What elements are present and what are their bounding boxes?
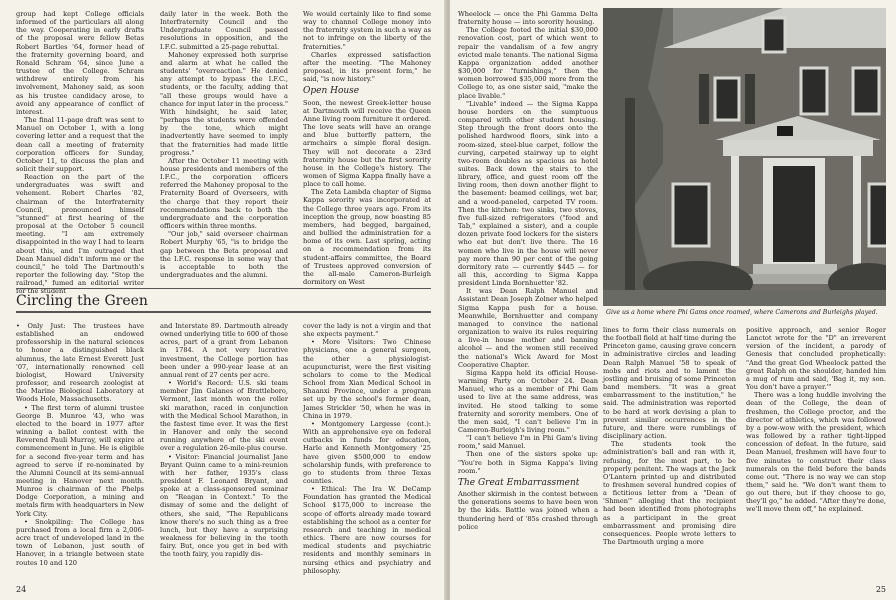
- paragraph: Reaction on the part of the undergraduates was swift and vehement. Robert Charles '82, chairman of the Interfraternity Council, pronounced himself "stunned" at first hearing of the proposal at the October 5 council meeting. "I am extremely disappointed in the way I had to learn about this, and I'm outraged that Dean Manuel didn't inform me or the council," he told The Dartmouth's reporter the following day. "Stop the railroad," fumed an editorial writer for the student: [16, 173, 144, 296]
- paragraph: and Interstate 89. Dartmouth already owned underlying title to 600 of those acres, part of a grant from Lebanon in 1784. A not very lucrative investment, the College portion has been under a 990-year lease at an annual rent of 27 cents per acre.: [160, 322, 288, 379]
- section-title: Circling the Green: [16, 293, 148, 309]
- left-column-1: [16, 10, 144, 295]
- right-column-3: [746, 326, 886, 514]
- paragraph: cover the lady is not a virgin and that she expects payment.": [303, 322, 431, 339]
- paragraph: After the October 11 meeting with house presidents and members of the I.F.C., the corporation officers referred the Mahoney proposal to the Fraternity Board of Overseers, with the charge that they report their recommendations back to both the undergraduate and the corporation officers within three months.: [160, 156, 288, 231]
- page-number: 24: [16, 585, 27, 594]
- paragraph: The students took the administration's ball and ran with it, refusing, for the most part, to be properly penitent. The wags at the Jack O'Lantern printed up and distributed to freshmen several hundred copies of a fictitious letter from a "Dean of 'Shmen'" alleging that the recipient had been identified from photographs as a participant in the great embarrassment and promising dire consequences. People wrote letters to The Dartmouth urging a more: [603, 440, 736, 547]
- paragraph: • Visitor: Financial journalist Jane Bryant Quinn came to a mini-reunion with her father, 1935's class president F. Leonard Bryant, and spoke at a class-sponsored seminar on "Reagan in Context." To the dismay of some and the delight of others, she said, "The Republicans know there's no such thing as a free lunch, but they have a surprising weakness for believing in the tooth fairy. But, once you get in bed with the tooth fairy, you rapidly dis-: [160, 452, 288, 559]
- paragraph: Wheelock — once the Phi Gamma Delta fraternity house — into sorority housing.: [458, 10, 598, 27]
- section-heading: Open House: [303, 86, 360, 97]
- paragraph: "I can't believe I'm in Phi Gam's living room," said Manuel.: [458, 434, 598, 451]
- paragraph: • More Visitors: Two Chinese physicians, one a general surgeon, the other a physiologist-acupuncturist, were the first visiting scholars to come to the Medical School from Xian Medical School in Shaanxi Province, under a program set up by the school's former dean, James Strickler '50, when he was in China in 1979.: [303, 338, 431, 420]
- paragraph: Another skirmish in the contest between the generations seems to have been won by the kids. Battle was joined when a thundering herd of '85s crashed through police: [458, 490, 598, 531]
- paragraph: The Zeta Lambda chapter of Sigma Kappa sorority was incorporated at the College three years ago. From its inception the group, now boasting 85 members, had begged, bargained, and bullied the administration for a home of its own. Last spring, acting on a recommendation from its student-affairs committee, the Board of Trustees approved conversion of the all-male Cameron-Burleigh dormitory on West: [303, 188, 431, 286]
- right-column-2: [603, 326, 736, 546]
- paragraph: positive approach, and senior Roger Lanctot wrote for the "D" an irreverent version of the incident, a parody of Genesis that concluded prophetically: "And the great God Wheelock patted the great Ralph on the shoulder, handed him a mug of rum and said, 'Bag it, my son. You don't have a prayer.'": [746, 326, 886, 392]
- left-column-6: [303, 322, 431, 575]
- section-heading: The Great Embarrassment: [458, 477, 580, 488]
- left-column-5: [160, 322, 288, 559]
- left-column-2: [160, 10, 288, 279]
- paragraph: We would certainly like to find some way to channel College money into the fraternity system in such a way as not to infringe on the liberty of the fraternities.": [303, 10, 431, 51]
- paragraph: There was a long huddle involving the dean of the College, the dean of freshmen, the College proctor, and the director of athletics, which was followed by a pow-wow with the president, which was followed by a rather tight-lipped concession of defeat. In the future, said Dean Manuel, freshmen will have four to five minutes to construct their class numerals on the field before the bands come out. "There is no way we can stop them," said he. "We don't want them to go out there, but if they choose to go, they'll go," he added. "After they're done, we'll move them off," he explained.: [746, 391, 886, 514]
- section-rule: [16, 311, 431, 313]
- paragraph: It was Dean Ralph Manuel and Assistant Dean Joseph Zolner who helped Sigma Kappa push for a house. Meanwhile, Bornhuetter and company managed to convince the national organization to waive its rules requiring a live-in house mother and banning alcohol — and the women still received the national's Wick Award for Most Cooperative Chapter.: [458, 287, 598, 369]
- paragraph: "Our job," said overseer chairman Robert Murphy '65, "is to bridge the gap between the Beta proposal and the I.F.C. response in some way that is acceptable to both the undergraduates and the alumni.: [160, 230, 288, 279]
- paragraph: Then one of the sisters spoke up: "You're both in Sigma Kappa's living room.": [458, 450, 598, 475]
- paragraph: • Montgomery Largesse (cont.): With an apprehensive eye on federal cutbacks in funds for education, Harle and Kenneth Montgomery '25 have given $500,000 to endow scholarship funds, with preference to go to students from three Texas counties.: [303, 419, 431, 485]
- left-column-3: [303, 10, 431, 286]
- section-rule: [16, 288, 431, 289]
- photo-caption: Give us a home where Phi Gams once roamed, where Camerons and Burleighs played.: [606, 309, 878, 316]
- page-number: 25: [875, 585, 886, 594]
- paragraph: Soon, the newest Greek-letter house at Dartmouth will receive the Queen Anne living room furniture it ordered. The love seats will have an orange and blue butterfly pattern, the armchairs a simple floral design. They will not decorate a 23rd fraternity house but the first sorority house in the College's history. The women of Sigma Kappa finally have a place to call home.: [303, 98, 431, 189]
- paragraph: • World's Record: U.S. ski team member Jim Galanes of Brattleboro, Vermont, last month won the roller ski marathon, raced in conjunction with the Medical School Marathon, in the fastest time ever. It was the first in Hanover and only the second running anywhere of the ski event over a regulation 26-mile-plus course.: [160, 379, 288, 453]
- paragraph: • Ethical: The Ira W. DeCamp Foundation has granted the Medical School $175,000 to increase the scope of efforts already made toward establishing the school as a center for research and teaching in medical ethics. There are now courses for medical students and psychiatric residents and monthly seminars in nursing ethics and psychiatry and philosophy.: [303, 485, 431, 575]
- paragraph: Charles expressed satisfaction after the meeting. "The Mahoney proposal, in its present form," he said, "is now history.": [303, 50, 431, 84]
- paragraph: Mahoney expressed both surprise and alarm at what he called the students' "overreaction." He denied any attempt to bypass the I.F.C., students, or the faculty, adding that "all these groups would have a chance for input later in the process." With hindsight, he said later, "perhaps the students were offended by the tone, which might inadvertently have seemed to imply that the fraternities had made little progress.": [160, 50, 288, 157]
- left-page: [0, 0, 446, 600]
- paragraph: The College footed the initial $30,000 renovation cost, part of which went to repair the vandalism of a few angry evicted male tenants. The national Sigma Kappa organization added another $30,000 for "furnishings," then the women borrowed $35,000 more from the College to, as one sister said, "make the place livable.": [458, 26, 598, 100]
- paragraph: "Livable" indeed — the Sigma Kappa house borders on the sumptuous compared with other student housing. Step through the front doors onto the polished hardwood floors, sink into a room-sized, steel-blue carpet, follow the curving, carpeted stairway up to eight two-room doubles as spacious as hotel suites. Back down the stairs to the library, office, and guest room off the living room, then down another flight to the basement: beamed ceilings, wet bar, and a wood-paneled, carpeted TV room. Then the kitchen: two sinks, two stoves, five full-sized refrigerators ("food and Tab," explained a sister), and a couple dozen private food lockers for the sisters who eat but don't live there. The 16 women who live in the house will never pay more than 90 per cent of the going dormitory rate — currently $445 — for all this, according to Sigma Kappa president Linda Bornhuetter '82.: [458, 99, 598, 288]
- paragraph: • The first term of alumni trustee George B. Munroe '43, who was elected to the board in 1977 after winning a ballot contest with the Reverend Pauli Murray, will expire at commencement in June. He is eligible for a second five-year term and has agreed to serve if re-nominated by the Alumni Council at its semi-annual meeting in Hanover next month. Munroe is chairman of the Phelps Dodge Corporation, a mining and metals firm with headquarters in New York City.: [16, 403, 144, 518]
- paragraph: • Only Just: The trustees have established an endowed professorship in the natural sciences to honor a distinguished black alumnus, the late Ernest Everett Just '07, internationally renowned cell biologist, Howard University professor, and research zoologist at the Marine Biological Laboratory at Woods Hole, Massachusetts.: [16, 322, 144, 404]
- paragraph: lines to form their class numerals on the football field at half time during the Princeton game, causing grave concern in administrative circles and leading Dean Ralph Manuel '58 to speak of mobs and riots and to lament the jostling and bruising of some Princeton band members. "It was a great embarrassment to the institution," he said. The administration was reported to be hard at work devising a plan to prevent similar occurrences in the future, and there were rumblings of disciplinary action.: [603, 326, 736, 441]
- house-photo: [603, 8, 886, 306]
- paragraph: The final 11-page draft was sent to Manuel on October 1, with a long covering letter and a request that the dean call a meeting of fraternity corporation officers for Sunday, October 11, to discuss the plan and solicit their support.: [16, 116, 144, 173]
- paragraph: • Snokpiling: The College has purchased from a local firm a 2,006-acre tract of undeveloped land in the town of Lebanon, just south of Hanover, in a triangle between state routes 10 and 120: [16, 517, 144, 567]
- right-column-1: [458, 10, 598, 531]
- paragraph: daily later in the week. Both the Interfraternity Council and the Undergraduate Council passed resolutions in opposition, and the I.F.C. submitted a 25-page rebuttal.: [160, 10, 288, 51]
- left-column-4: [16, 322, 144, 567]
- paragraph: Sigma Kappa held its official House-warming Party on October 24. Dean Manuel, who as a member of Phi Gam used to live at the same address, was invited. He stood talking to some fraternity and sorority members. One of the men said, "I can't believe I'm in Cameron-Burleigh's living room.": [458, 368, 598, 434]
- paragraph: group had kept College officials informed of the particulars all along the way. Cooperating in early drafts of the proposal were fellow Betas Robert Bartles '64, former head of the fraternity governing board, and Ronald Schram '64, since June a trustee of the College. Schram withdrew entirely from his involvement, Mahoney said, as soon as his trustee candidacy arose, to avoid any appearance of conflict of interest.: [16, 10, 144, 116]
- house-photo-illustration: [603, 8, 886, 306]
